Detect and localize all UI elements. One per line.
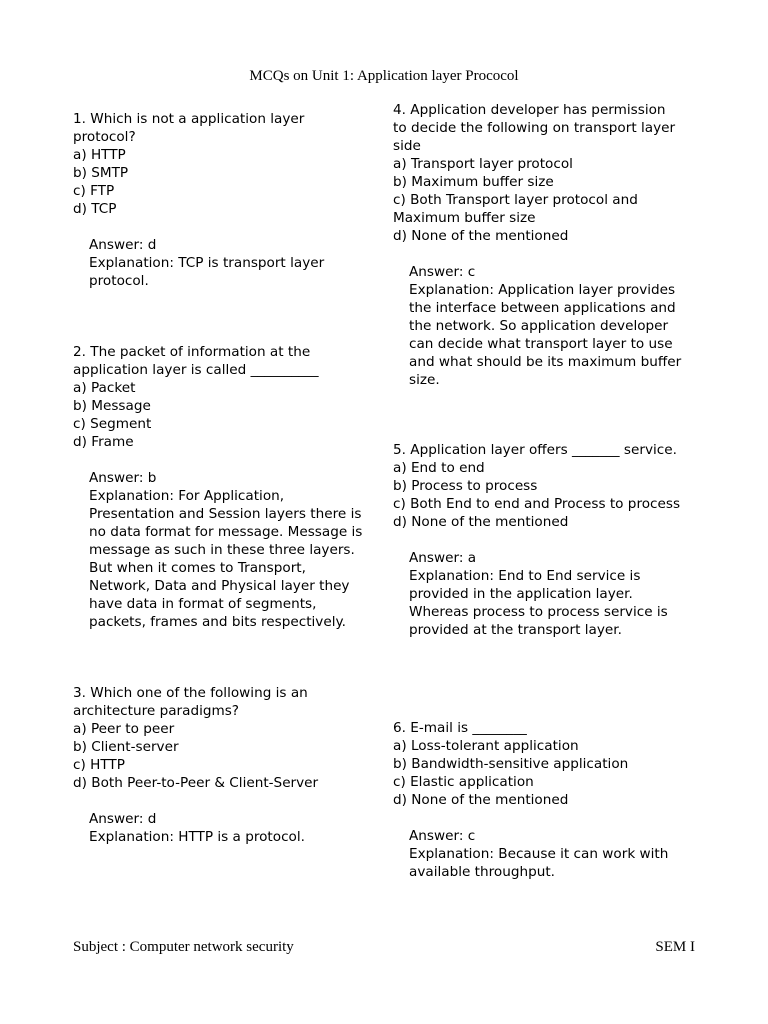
- question-3: [73, 684, 318, 846]
- explanation: can decide what transport layer to use: [409, 336, 673, 352]
- footer-sem: SEM I: [655, 939, 695, 955]
- explanation: have data in format of segments,: [89, 596, 317, 612]
- answer: Answer: c: [409, 264, 476, 280]
- question-5: [393, 441, 680, 639]
- explanation: Explanation: For Application,: [89, 488, 285, 504]
- question-6: [393, 719, 668, 881]
- option-a: a) End to end: [393, 460, 485, 476]
- explanation: Presentation and Session layers there is: [89, 506, 362, 522]
- option-d: d) Frame: [73, 434, 134, 450]
- explanation: protocol.: [89, 273, 149, 289]
- question-text: 2. The packet of information at the: [73, 344, 311, 360]
- question-2: [73, 343, 362, 631]
- explanation: message as such in these three layers.: [89, 542, 355, 558]
- question-text: architecture paradigms?: [73, 703, 240, 719]
- option-a: a) Transport layer protocol: [393, 156, 573, 172]
- question-text: protocol?: [73, 129, 136, 145]
- option-d: d) None of the mentioned: [393, 792, 569, 808]
- explanation: packets, frames and bits respectively.: [89, 614, 346, 630]
- question-text: 1. Which is not a application layer: [73, 111, 305, 127]
- explanation: Explanation: HTTP is a protocol.: [89, 829, 305, 845]
- answer: Answer: b: [89, 470, 157, 486]
- answer-block: [89, 810, 318, 846]
- explanation: size.: [409, 372, 440, 388]
- option-d: d) None of the mentioned: [393, 228, 569, 244]
- explanation: Network, Data and Physical layer they: [89, 578, 350, 594]
- explanation: no data format for message. Message is: [89, 524, 363, 540]
- answer: Answer: d: [89, 811, 157, 827]
- footer-subject: Subject : Computer network security: [73, 939, 294, 955]
- option-d: d) None of the mentioned: [393, 514, 569, 530]
- option-b: b) Message: [73, 398, 151, 414]
- question-text: side: [393, 138, 421, 154]
- option-d: d) TCP: [73, 201, 117, 217]
- explanation: Explanation: Because it can work with: [409, 846, 669, 862]
- question-4: [393, 101, 681, 389]
- option-b: b) Maximum buffer size: [393, 174, 554, 190]
- explanation: But when it comes to Transport,: [89, 560, 306, 576]
- option-b: b) Client-server: [73, 739, 179, 755]
- question-text: 4. Application developer has permission: [393, 102, 666, 118]
- answer: Answer: a: [409, 550, 477, 566]
- explanation: the interface between applications and: [409, 300, 676, 316]
- option-b: b) SMTP: [73, 165, 129, 181]
- option-b: b) Process to process: [393, 478, 538, 494]
- option-c: c) Both Transport layer protocol and: [393, 192, 638, 208]
- option-c: c) FTP: [73, 183, 115, 199]
- explanation: Explanation: Application layer provides: [409, 282, 676, 298]
- option-c: c) Segment: [73, 416, 152, 432]
- answer-block: [409, 263, 681, 389]
- option-a: a) HTTP: [73, 147, 126, 163]
- option-b: b) Bandwidth-sensitive application: [393, 756, 629, 772]
- question-text: to decide the following on transport layer: [393, 120, 676, 136]
- option-c: c) HTTP: [73, 757, 125, 773]
- option-c-continued: Maximum buffer size: [393, 210, 536, 226]
- explanation: Explanation: End to End service is: [409, 568, 641, 584]
- question-text: 3. Which one of the following is an: [73, 685, 308, 701]
- answer-block: [409, 549, 680, 639]
- explanation: Explanation: TCP is transport layer: [89, 255, 325, 271]
- option-c: c) Elastic application: [393, 774, 534, 790]
- option-c: c) Both End to end and Process to process: [393, 496, 681, 512]
- option-a: a) Packet: [73, 380, 136, 396]
- explanation: provided at the transport layer.: [409, 622, 622, 638]
- question-text: 6. E-mail is ________: [393, 720, 527, 736]
- option-a: a) Loss-tolerant application: [393, 738, 579, 754]
- document-title: MCQs on Unit 1: Application layer Prococol: [249, 68, 519, 84]
- explanation: and what should be its maximum buffer: [409, 354, 682, 370]
- question-text: 5. Application layer offers _______ service.: [393, 442, 677, 458]
- question-text: application layer is called __________: [73, 362, 319, 378]
- explanation: available throughput.: [409, 864, 555, 880]
- answer: Answer: c: [409, 828, 476, 844]
- explanation: the network. So application developer: [409, 318, 669, 334]
- answer-block: [89, 469, 362, 631]
- explanation: Whereas process to process service is: [409, 604, 668, 620]
- answer-block: [409, 827, 668, 881]
- answer: Answer: d: [89, 237, 157, 253]
- explanation: provided in the application layer.: [409, 586, 633, 602]
- option-d: d) Both Peer-to-Peer & Client-Server: [73, 775, 319, 791]
- option-a: a) Peer to peer: [73, 721, 175, 737]
- answer-block: [89, 236, 324, 290]
- question-1: [73, 110, 324, 290]
